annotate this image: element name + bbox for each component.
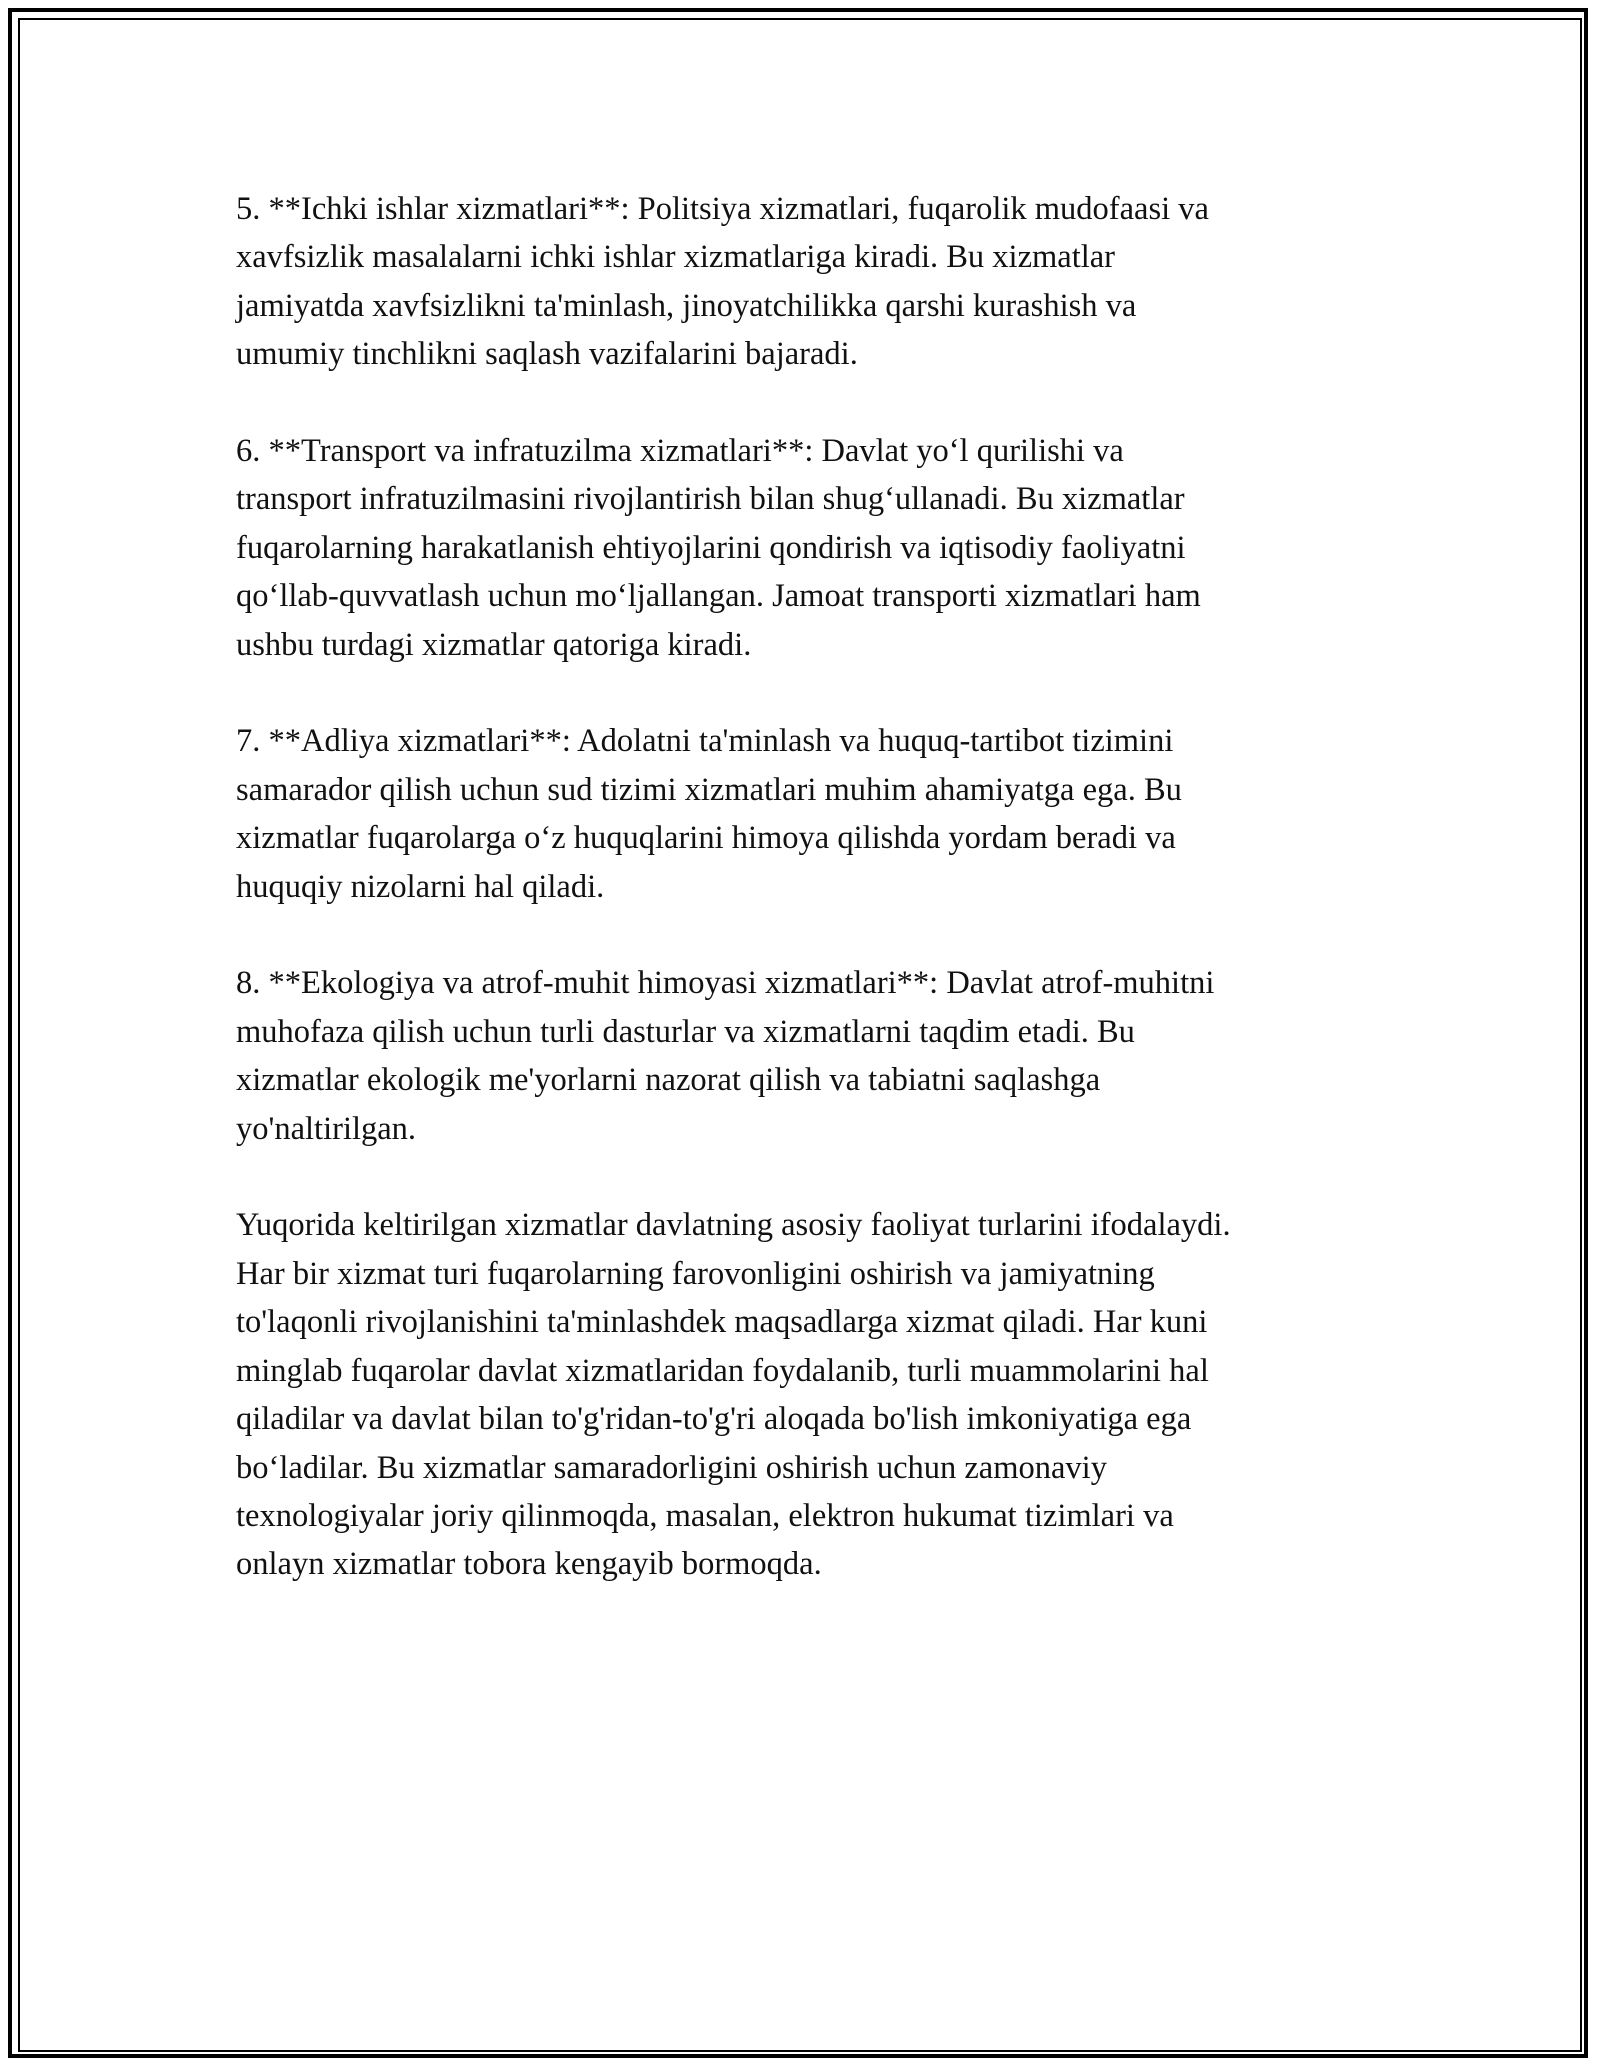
paragraph-ecology: 8. **Ekologiya va atrof-muhit himoyasi xizmatlari**: Davlat atrof-muhitni muhofaza qilish uchun turli dasturlar va xizmatlarni taqdim etadi. Bu xizmatlar ekologik me'yorlarni nazorat qilish va tabiatni saqlashga yo'naltirilgan. xyxy=(236,965,1215,1147)
paragraph-justice: 7. **Adliya xizmatlari**: Adolatni ta'minlash va huquq-tartibot tizimini samarador qilish uchun sud tizimi xizmatlari muhim ahamiyatga ega. Bu xizmatlar fuqarolarga o‘z huquqlarini himoya qilishda yordam beradi va huquqiy nizolarni hal qiladi. xyxy=(236,723,1182,905)
document-body xyxy=(236,185,1386,1589)
paragraph-summary: Yuqorida keltirilgan xizmatlar davlatning asosiy faoliyat turlarini ifodalaydi. Har bir xizmat turi fuqarolarning farovonligini oshirish va jamiyatning to'laqonli rivojlanishini ta'minlashdek maqsadlarga xizmat qiladi. Har kuni minglab fuqarolar davlat xizmatlaridan foydalanib, turli muammolarini hal qiladilar va davlat bilan to'g'ridan-to'g'ri aloqada bo'lish imkoniyatiga ega bo‘ladilar. Bu xizmatlar samaradorligini oshirish uchun zamonaviy texnologiyalar joriy qilinmoqda, masalan, elektron hukumat tizimlari va onlayn xizmatlar tobora kengayib bormoqda. xyxy=(236,1207,1231,1583)
paragraph-internal-affairs: 5. **Ichki ishlar xizmatlari**: Politsiya xizmatlari, fuqarolik mudofaasi va xavfsizlik masalalarni ichki ishlar xizmatlariga kiradi. Bu xizmatlar jamiyatda xavfsizlikni ta'minlash, jinoyatchilikka qarshi kurashish va umumiy tinchlikni saqlash vazifalarini bajaradi. xyxy=(236,191,1209,373)
paragraph-transport: 6. **Transport va infratuzilma xizmatlari**: Davlat yo‘l qurilishi va transport infratuzilmasini rivojlantirish bilan shug‘ullanadi. Bu xizmatlar fuqarolarning harakatlanish ehtiyojlarini qondirish va iqtisodiy faoliyatni qo‘llab-quvvatlash uchun mo‘ljallangan. Jamoat transporti xizmatlari ham ushbu turdagi xizmatlar qatoriga kiradi. xyxy=(236,433,1201,663)
